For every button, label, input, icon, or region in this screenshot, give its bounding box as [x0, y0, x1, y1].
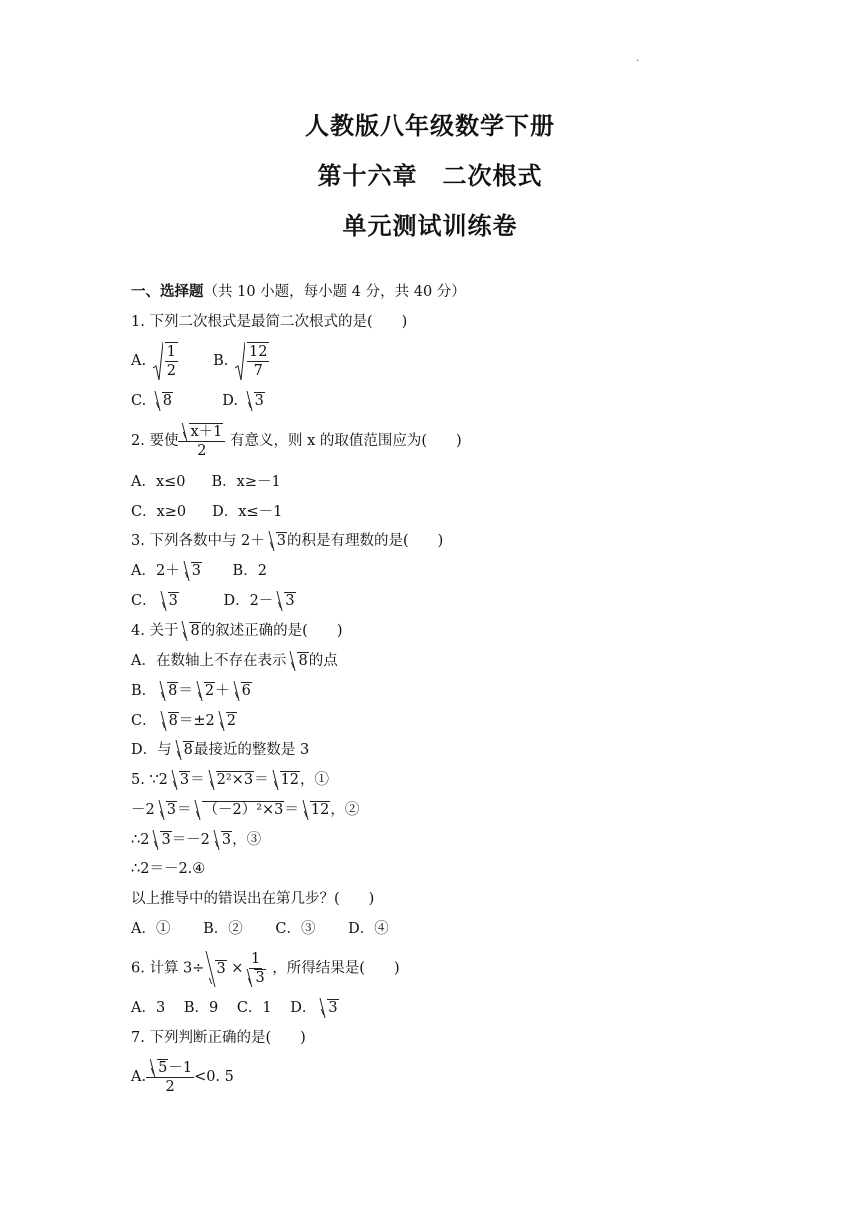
- question-3-options-cd: [131, 591, 296, 611]
- option-b-plus: ＋: [215, 683, 230, 699]
- question-2-prefix: 2. 要使: [131, 433, 179, 449]
- question-1-options-ab: [131, 342, 269, 380]
- option-c-radical-1: 8: [159, 711, 179, 731]
- option-a-text: A．3: [131, 1000, 166, 1016]
- question-2-fraction: [178, 423, 225, 460]
- option-b-label: B.: [213, 353, 229, 369]
- option-a-radical: 8: [288, 651, 308, 671]
- option-b-text: B．2: [232, 563, 267, 579]
- section-header: [131, 282, 466, 302]
- question-1-options-cd: [131, 391, 265, 411]
- question-4-stem: [131, 621, 343, 641]
- option-d-text: D．④: [348, 921, 389, 937]
- option-b-radical-3: 6: [232, 681, 252, 701]
- question-7-option-a: [131, 1058, 234, 1096]
- question-6-stem: [131, 950, 400, 987]
- option-c-text: C．1: [236, 1000, 272, 1016]
- question-3-stem: [131, 531, 443, 551]
- option-b-text: B．9: [183, 1000, 219, 1016]
- option-a-radical: [151, 342, 178, 380]
- option-c-text: C．: [131, 593, 157, 609]
- section-note: （共 10 小题，每小题 4 分，共 40 分）: [203, 284, 466, 300]
- option-d-suffix: 最接近的整数是 3: [193, 742, 310, 758]
- question-4-option-b: [131, 681, 252, 701]
- test-title: 单元测试训练卷: [342, 212, 518, 240]
- question-6-prefix: 6. 计算 3÷: [131, 960, 205, 977]
- question-5-line-3: ∴2 3＝－2 3，③: [131, 832, 262, 848]
- question-3-radical: 3: [267, 531, 287, 551]
- question-3-prefix: 3. 下列各数中与 2＋: [131, 533, 265, 549]
- option-d-radical: 3: [275, 591, 295, 611]
- option-b-equals: ＝: [178, 683, 193, 699]
- question-2-suffix: 有意义，则 x 的取值范围应为( ): [229, 433, 462, 449]
- option-a-text: A．2＋: [131, 563, 180, 579]
- option-c-label: C.: [131, 393, 147, 409]
- option-a-suffix: <0. 5: [194, 1069, 234, 1085]
- question-5-line-4: ∴2＝－2.④: [131, 861, 206, 877]
- option-d-radical: 3: [318, 998, 338, 1018]
- option-a-numerator: 1: [166, 344, 176, 360]
- option-a-text: A．①: [131, 921, 171, 937]
- option-a-prefix: A．在数轴上不存在表示: [131, 653, 287, 669]
- option-a-text: A．x≤0: [131, 474, 186, 490]
- question-4-option-d: [131, 740, 309, 760]
- chapter-title: 第十六章 二次根式: [317, 162, 543, 190]
- option-b-radical: [233, 342, 269, 380]
- option-a-denominator: 2: [166, 363, 176, 379]
- question-5-options: [131, 919, 389, 939]
- option-b-radical-2: 2: [195, 681, 215, 701]
- question-1-stem: 1. 下列二次根式是最简二次根式的是( ): [131, 314, 408, 330]
- question-2-denominator: 2: [197, 442, 207, 459]
- question-5-question: 以上推导中的错误出在第几步？( ): [131, 891, 375, 907]
- question-4-option-c: [131, 711, 237, 731]
- page-marker-dot: ·: [636, 56, 640, 67]
- option-a-label: A.: [131, 1069, 147, 1085]
- question-5-line-2: －2 3＝ （－2）²×3＝ 12，②: [131, 802, 360, 818]
- question-7-stem: 7. 下列判断正确的是( ): [131, 1030, 306, 1046]
- question-4-radical: 8: [180, 621, 200, 641]
- option-d-label: D.: [222, 393, 238, 409]
- question-2-options-ab: [131, 472, 281, 492]
- option-c-radical: 3: [159, 591, 179, 611]
- section-label: 一、选择题: [131, 284, 204, 300]
- question-4-suffix: 的叙述正确的是( ): [200, 623, 343, 639]
- option-d-text: D．x≤－1: [212, 504, 283, 520]
- option-b-text: B．②: [203, 921, 243, 937]
- option-d-radical: 8: [174, 740, 194, 760]
- question-6-radical: 3: [206, 951, 226, 987]
- question-4-option-a: [131, 651, 338, 671]
- question-2-radicand: x＋1: [190, 423, 223, 440]
- option-d-prefix: D．与: [131, 742, 172, 758]
- option-b-numerator: 12: [249, 344, 268, 360]
- option-c-text: C．③: [275, 921, 316, 937]
- question-4-prefix: 4. 关于: [131, 623, 179, 639]
- option-c-text: C．x≥0: [131, 504, 187, 520]
- option-d-text: D．2－: [223, 593, 274, 609]
- option-b-text: B．x≥－1: [211, 474, 281, 490]
- option-d-radical: 3: [245, 391, 265, 411]
- question-2-stem: [131, 422, 462, 460]
- option-b-radical-1: 8: [158, 681, 178, 701]
- question-6-suffix: ，所得结果是( ): [272, 960, 400, 977]
- question-3-options-ab: [131, 561, 267, 581]
- question-6-fraction: $\frac{1}{3}$: [243, 950, 267, 987]
- question-2-options-cd: [131, 502, 282, 522]
- document-title: 人教版八年级数学下册: [305, 112, 555, 140]
- question-6-times: ×: [231, 960, 244, 977]
- option-a-suffix: 的点: [308, 653, 338, 669]
- option-c-radical: 8: [153, 391, 173, 411]
- question-6-options: [131, 998, 339, 1018]
- option-c-radical-2: 2: [217, 711, 237, 731]
- option-a-radical: 3: [182, 561, 202, 581]
- option-a-label: A.: [131, 353, 147, 369]
- option-b-denominator: 7: [253, 363, 263, 379]
- question-5-line-1: 5. ∵2 3＝ 2²×3＝ 12，①: [131, 772, 330, 788]
- option-d-text: D．: [290, 1000, 317, 1016]
- option-a-fraction: $\frac{5-1}{2}$: [146, 1059, 194, 1096]
- option-c-equals: ＝±2: [178, 713, 215, 729]
- option-b-prefix: B．: [131, 683, 157, 699]
- option-c-prefix: C．: [131, 713, 157, 729]
- question-3-suffix: 的积是有理数的是( ): [287, 533, 444, 549]
